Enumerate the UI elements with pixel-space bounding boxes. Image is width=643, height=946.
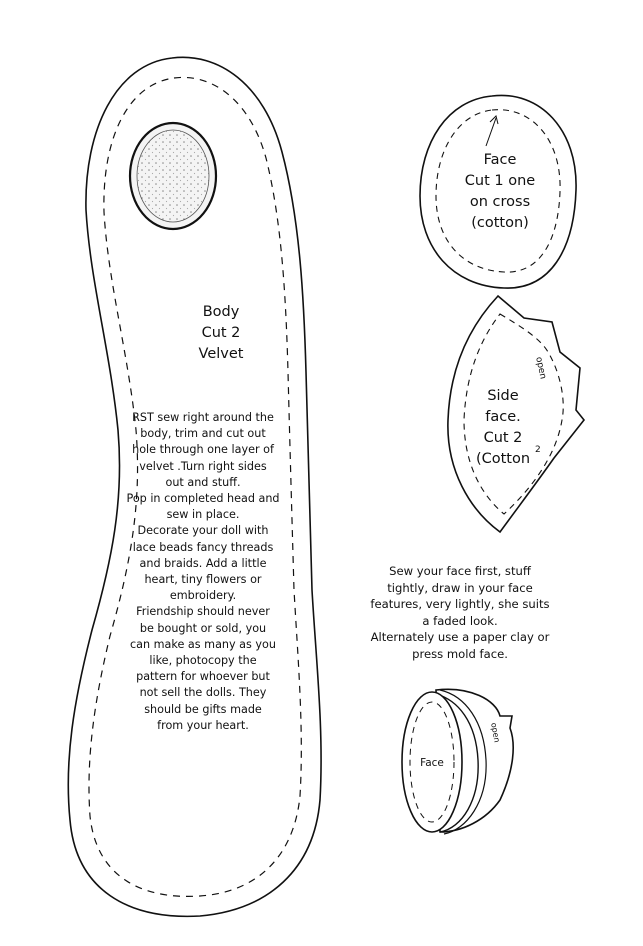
assembled-face-label: Face (420, 757, 444, 769)
instruction-line: sew in place. (166, 508, 240, 522)
note-line: features, very lightly, she suits (370, 597, 550, 612)
note-line: press mold face. (412, 646, 508, 661)
instruction-line: can make as many as you (130, 637, 276, 651)
side-face-label-line: Side (487, 388, 519, 404)
side-face-label-line: face. (485, 409, 521, 425)
grain-arrow-icon (486, 116, 498, 146)
note-line: tightly, draw in your face (387, 580, 533, 595)
face-label-line: Cut 1 one (464, 173, 536, 189)
face-label-line: Face (483, 152, 517, 168)
face-notes (370, 563, 549, 663)
instruction-line: velvet .Turn right sides (139, 459, 267, 473)
instruction-line: not sell the dolls. They (139, 686, 267, 700)
body-label-line: Cut 2 (201, 325, 241, 341)
body-instructions (126, 410, 279, 734)
instruction-line: Pop in completed head and (126, 492, 280, 506)
side-face-label-line: Cut 2 (483, 430, 523, 446)
instruction-line: pattern for whoever but (136, 670, 270, 684)
instruction-line: from your heart. (157, 718, 249, 732)
instruction-line: lace beads fancy threads (132, 540, 274, 554)
face-label-line: (cotton) (471, 215, 529, 231)
face-label-line: on cross (469, 194, 531, 210)
instruction-line: body, trim and cut out (140, 427, 266, 441)
instruction-line: like, photocopy the (149, 654, 257, 668)
instruction-line: out and stuff. (165, 475, 241, 489)
side-face-open-label: open (533, 356, 548, 381)
side-face-label-line: (Cotton (475, 451, 531, 467)
note-line: Alternately use a paper clay or (370, 630, 550, 645)
instruction-line: RST sew right around the (132, 411, 274, 424)
assembled-face-open-label: open (489, 722, 502, 744)
face-label (465, 150, 535, 234)
instruction-line: and braids. Add a little (139, 556, 267, 570)
side-face-mark: 2 (535, 445, 541, 455)
note-line: Sew your face first, stuff (389, 564, 531, 578)
instruction-line: embroidery. (169, 589, 237, 603)
side-face-label (476, 386, 530, 470)
instruction-line: be bought or sold, you (139, 621, 267, 635)
instruction-line: Decorate your doll with (137, 524, 269, 538)
instruction-line: heart, tiny flowers or (144, 573, 262, 587)
instruction-line: should be gifts made (144, 702, 262, 716)
body-label (199, 302, 244, 365)
body-label-line: Velvet (198, 346, 244, 362)
head-hole-inner (137, 130, 209, 222)
note-line: a faded look. (422, 613, 498, 628)
instruction-line: hole through one layer of (132, 443, 274, 457)
instruction-line: Friendship should never (136, 605, 270, 619)
body-label-line: Body (202, 304, 240, 320)
